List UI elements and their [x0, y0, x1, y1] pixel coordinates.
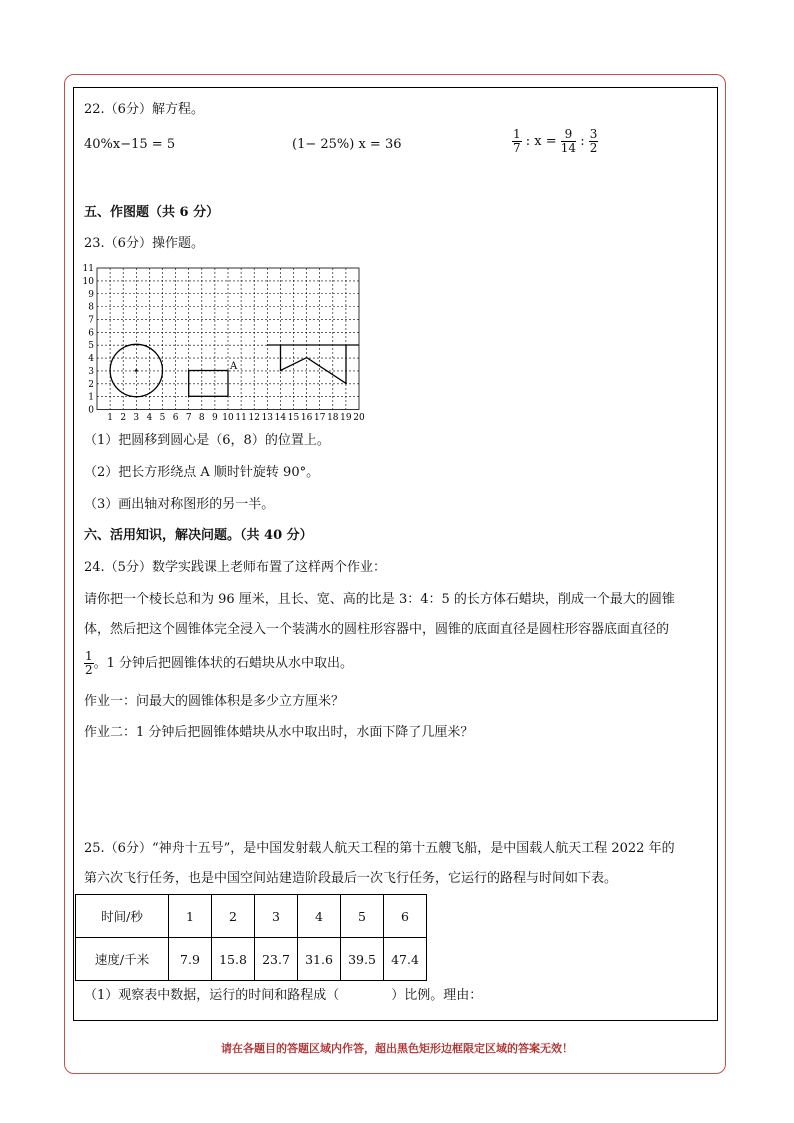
q24-line-1: 请你把一个棱长总和为 96 厘米，且长、宽、高的比是 3：4：5 的长方体石蜡块，削成一个最大的圆锥 — [84, 592, 675, 607]
y-tick-label: 4 — [88, 354, 94, 365]
table-cell: 15.8 — [212, 938, 255, 981]
x-tick-label: 11 — [235, 413, 247, 423]
q23-title: 23.（6分）操作题。 — [84, 236, 204, 251]
x-tick-label: 5 — [159, 413, 166, 423]
table-row — [76, 938, 427, 981]
y-tick-label: 10 — [82, 276, 94, 287]
x-tick-label: 1 — [107, 413, 113, 423]
y-tick-label: 0 — [88, 405, 94, 416]
x-tick-label: 9 — [212, 413, 218, 423]
y-tick-label: 6 — [88, 328, 94, 339]
q25-item-1: （1）观察表中数据，运行的时间和路程成（ ）比例。理由： — [84, 988, 483, 1003]
x-tick-label: 15 — [287, 413, 300, 423]
x-tick-label: 20 — [353, 413, 365, 423]
grid-rectangle — [189, 371, 228, 397]
table-cell: 4 — [298, 895, 341, 938]
y-tick-label: 1 — [88, 392, 94, 403]
x-tick-label: 16 — [300, 413, 313, 423]
y-tick-label: 2 — [88, 379, 94, 390]
x-tick-label: 17 — [313, 413, 326, 423]
q24-line-3: $\frac{1}{2}$ 。1 分钟后把圆锥体状的石蜡块从水中取出。 — [85, 649, 354, 678]
x-tick-label: 19 — [340, 413, 352, 423]
table-cell: 23.7 — [255, 938, 298, 981]
x-tick-label: 3 — [133, 413, 140, 423]
table-header-time: 时间/秒 — [76, 895, 169, 938]
q24-homework-1: 作业一：问最大的圆锥体积是多少立方厘米？ — [84, 694, 345, 709]
x-tick-label: 14 — [274, 413, 287, 423]
table-cell: 7.9 — [169, 938, 212, 981]
q23-item-3: （3）画出轴对称图形的另一半。 — [84, 497, 275, 512]
table-cell: 3 — [255, 895, 298, 938]
x-tick-label: 6 — [172, 413, 179, 423]
q24-homework-2: 作业二：1 分钟后把圆锥体蜡块从水中取出时，水面下降了几厘米？ — [84, 725, 474, 740]
q22-equation-2: (1− 25%) x = 36 — [292, 137, 402, 152]
q25-line-2: 第六次飞行任务，也是中国空间站建造阶段最后一次飞行任务，它运行的路程与时间如下表。 — [84, 871, 618, 886]
x-tick-label: 13 — [261, 413, 274, 423]
y-tick-label: 7 — [88, 315, 94, 326]
table-cell: 2 — [212, 895, 255, 938]
table-cell: 47.4 — [384, 938, 427, 981]
section-5-title: 五、作图题（共 6 分） — [84, 205, 220, 220]
coordinate-grid — [82, 262, 367, 424]
section-6-title: 六、活用知识，解决问题。（共 40 分） — [84, 528, 313, 543]
y-tick-label: 5 — [88, 341, 94, 352]
x-tick-label: 12 — [248, 413, 260, 423]
y-tick-label: 8 — [88, 302, 94, 313]
table-cell: 6 — [384, 895, 427, 938]
footer-warning: 请在各题目的答题区域内作答，超出黑色矩形边框限定区域的答案无效！ — [221, 1042, 573, 1055]
x-tick-label: 7 — [185, 413, 192, 423]
circle-center-dot — [135, 369, 138, 372]
q22-title: 22.（6分）解方程。 — [84, 102, 204, 117]
q23-item-1: （1）把圆移到圆心是（6，8）的位置上。 — [84, 433, 330, 448]
x-tick-label: 4 — [146, 413, 153, 423]
q25-line-1: 25.（6分）“神舟十五号”，是中国发射载人航天工程的第十五艘飞船，是中国载人航天工程 2022 年的 — [84, 841, 675, 856]
q23-item-2: （2）把长方形绕点 A 顺时针旋转 90°。 — [84, 465, 320, 480]
x-tick-label: 2 — [120, 413, 127, 423]
x-tick-label: 10 — [222, 413, 234, 423]
q22-equation-3: $\frac{1}{7}$ : x = $\frac{9}{14}$ : $\frac{3}{2}$ — [513, 127, 598, 156]
x-tick-label: 18 — [327, 413, 339, 423]
point-a-label: A — [230, 361, 238, 372]
half-figure — [281, 345, 347, 383]
q22-equation-1: 40%x−15 = 5 — [84, 137, 176, 152]
table-cell: 39.5 — [341, 938, 384, 981]
table-cell: 1 — [169, 895, 212, 938]
q24-line-2: 体，然后把这个圆锥体完全浸入一个装满水的圆柱形容器中，圆锥的底面直径是圆柱形容器底面直径的 — [84, 622, 670, 637]
table-cell: 5 — [341, 895, 384, 938]
x-tick-label: 8 — [198, 413, 205, 423]
speed-table — [75, 894, 427, 981]
table-row — [76, 895, 427, 938]
q24-title: 24.（5分）数学实践课上老师布置了这样两个作业： — [84, 560, 386, 575]
y-tick-label: 11 — [82, 264, 94, 275]
y-tick-label: 3 — [88, 366, 94, 377]
y-tick-label: 9 — [88, 289, 94, 300]
table-cell: 31.6 — [298, 938, 341, 981]
table-header-speed: 速度/千米 — [76, 938, 169, 981]
